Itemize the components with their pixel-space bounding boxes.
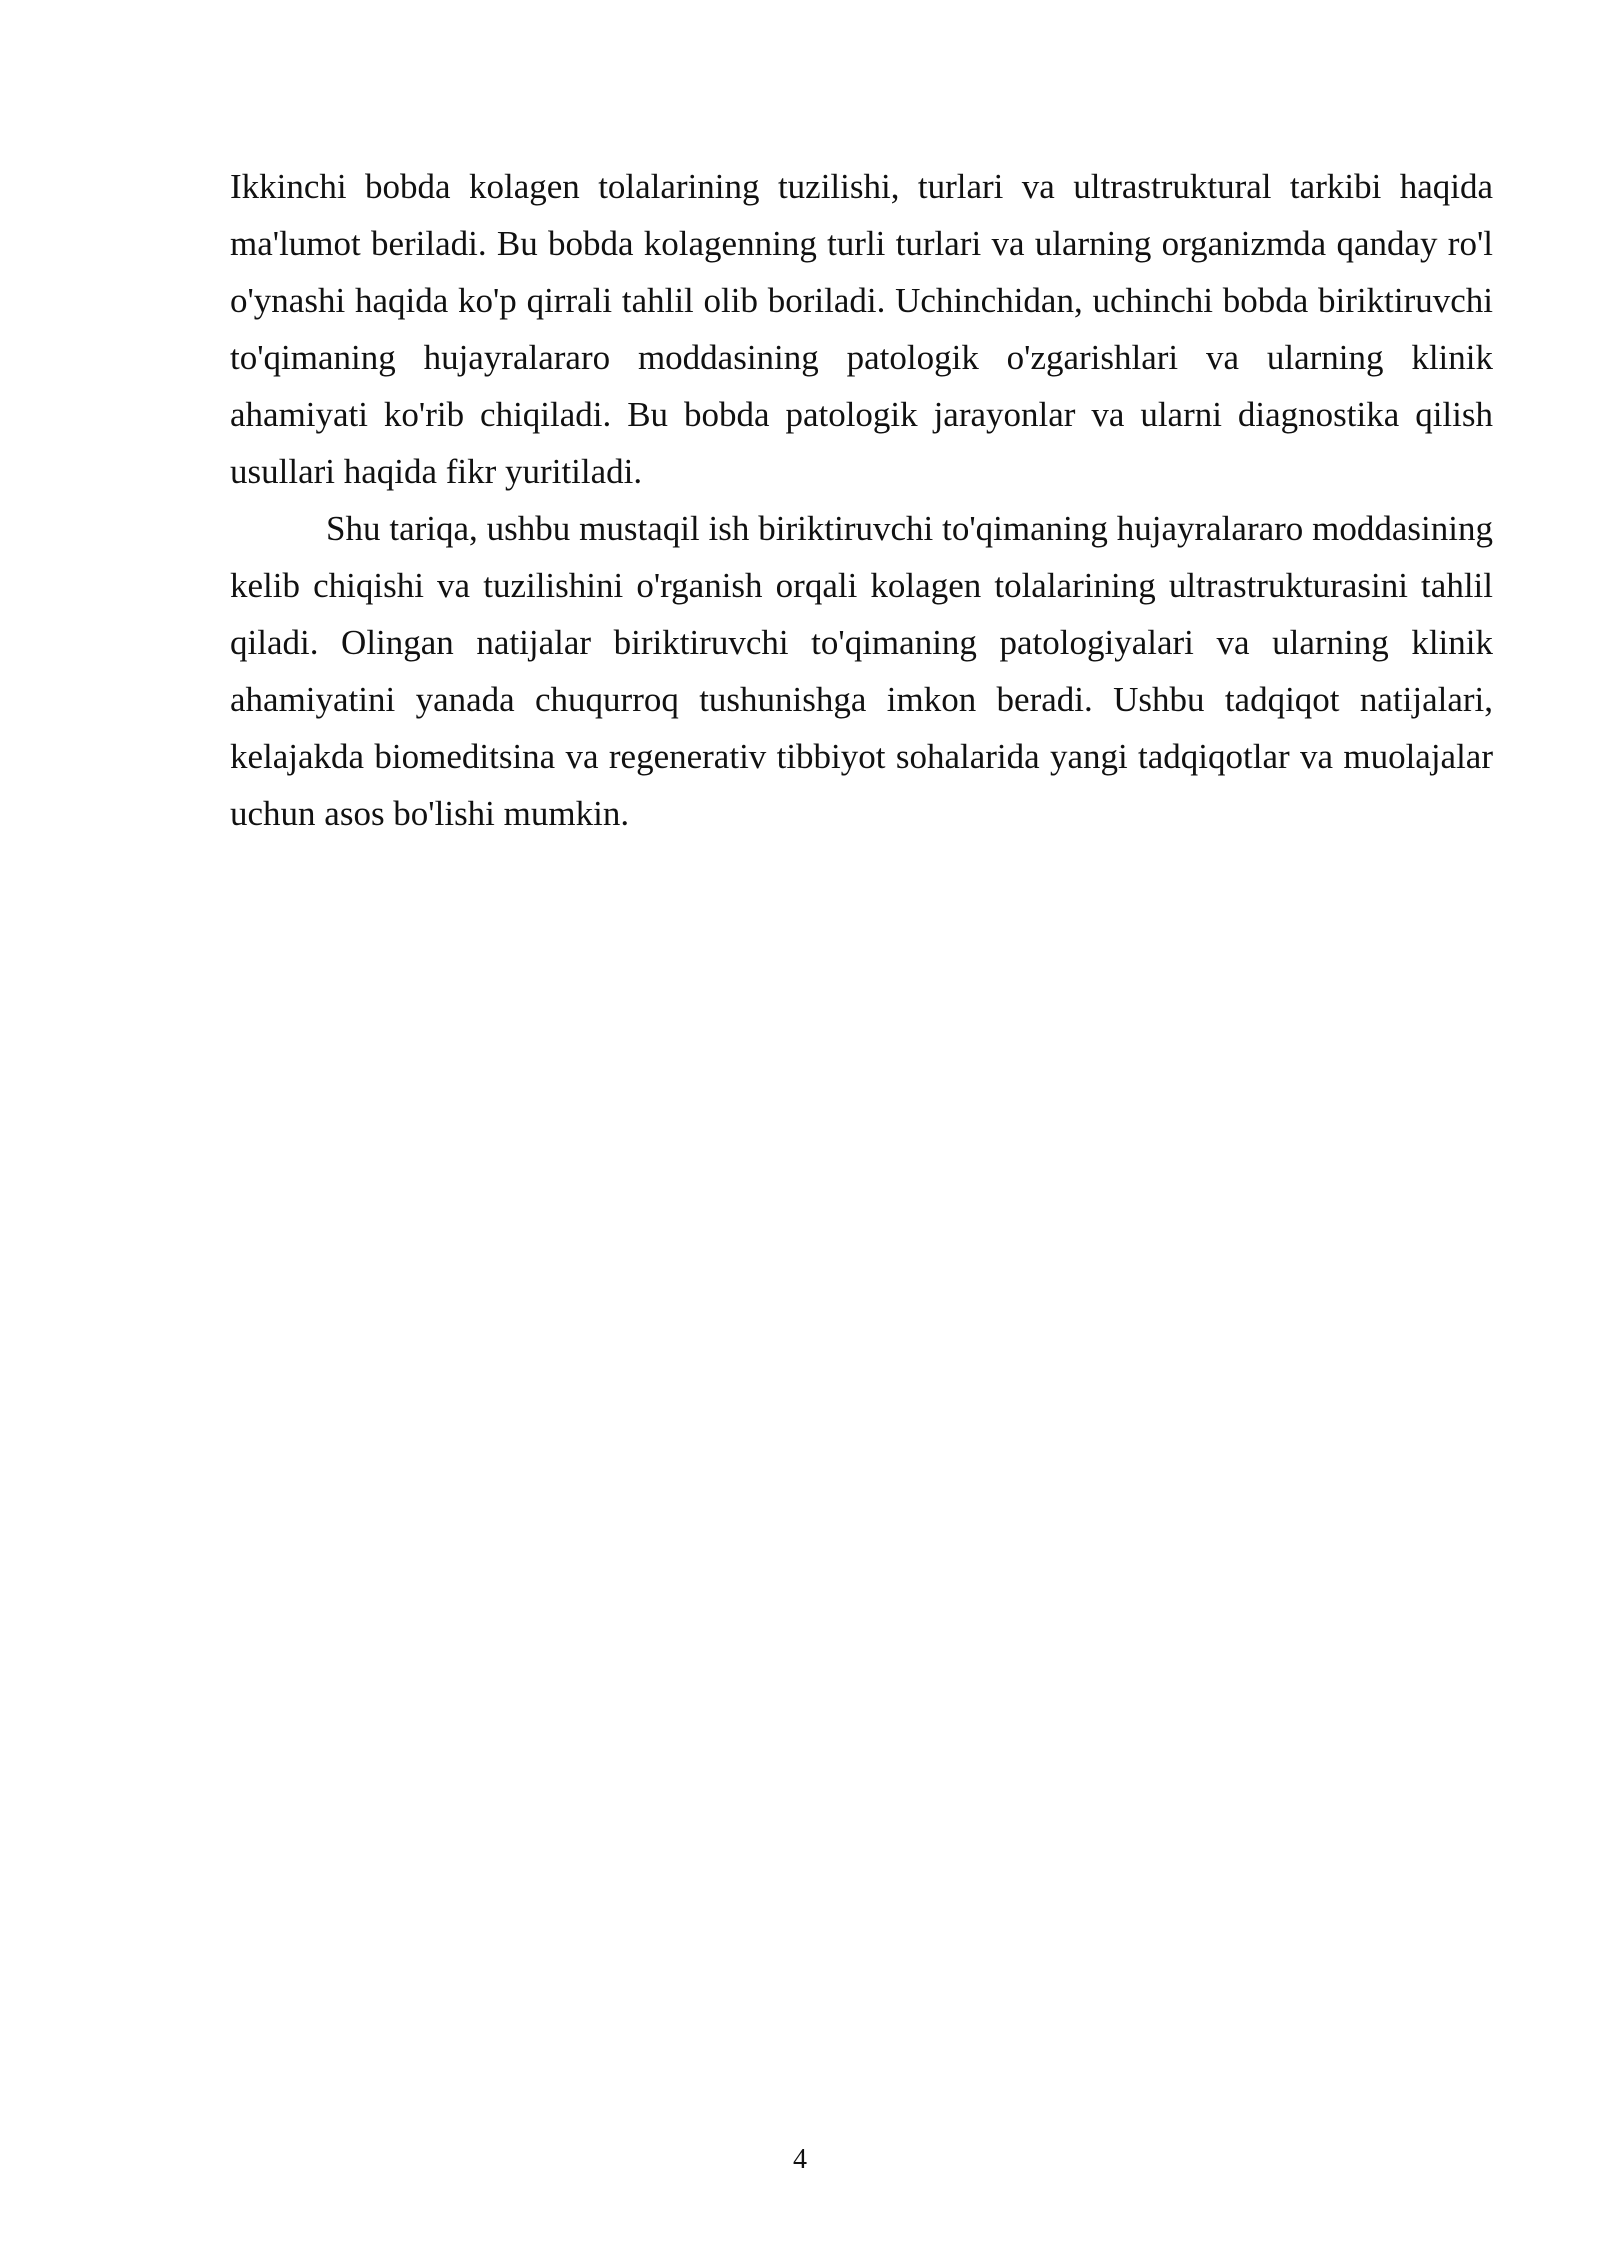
paragraph-chapter-overview: Ikkinchi bobda kolagen tolalarining tuzilishi, turlari va ultrastruktural tarkibi haqida ma'lumot beriladi. Bu bobda kolagenning turli turlari va ularning organizmda qanday ro'l o'ynashi haqida ko'p qirrali tahlil olib boriladi. Uchinchidan, uchinchi bobda biriktiruvchi to'qimaning hujayralararo moddasining patologik o'zgarishlari va ularning klinik ahamiyati ko'rib chiqiladi. Bu bobda patologik jarayonlar va ularni diagnostika qilish usullari haqida fikr yuritiladi. xyxy=(230,167,1493,491)
paragraph-conclusion: Shu tariqa, ushbu mustaqil ish biriktiruvchi to'qimaning hujayralararo moddasining kelib chiqishi va tuzilishini o'rganish orqali kolagen tolalarining ultrastrukturasini tahlil qiladi. Olingan natijalar biriktiruvchi to'qimaning patologiyalari va ularning klinik ahamiyatini yanada chuqurroq tushunishga imkon beradi. Ushbu tadqiqot natijalari, kelajakda biomeditsina va regenerativ tibbiyot sohalarida yangi tadqiqotlar va muolajalar uchun asos bo'lishi mumkin. xyxy=(230,509,1493,833)
page-number: 4 xyxy=(793,2144,807,2175)
body-text xyxy=(230,158,1493,842)
